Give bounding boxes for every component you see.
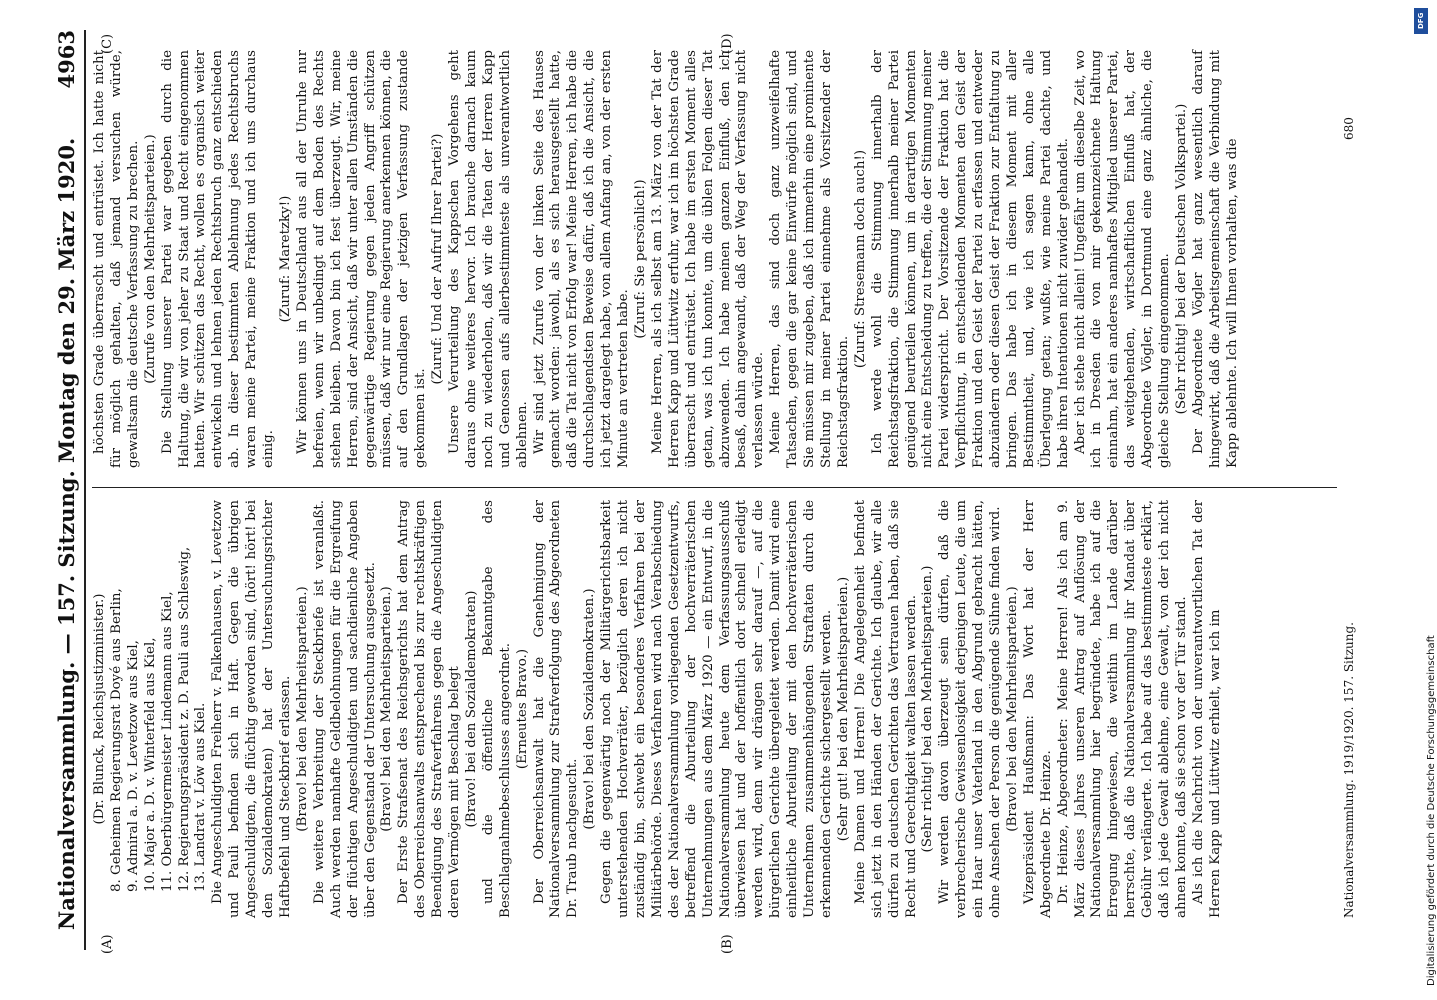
- running-header: [50, 30, 86, 950]
- interjection: (Sehr richtig! bei der Deutschen Volkspartei.): [1174, 103, 1189, 415]
- list-item: 9. Admiral a. D. v. Levetzow aus Kiel,: [125, 640, 141, 892]
- paragraph: Der Erste Strafsenat des Reichsgerichts hat dem Antrag des Oberreichsanwalts entsprechend bis zur rechtskräftigen Beendigung des Strafverfahrens gegen die Angeschuldigten deren Vermögen mit Beschlag belegt: [396, 500, 463, 918]
- margin-mark-c: (C): [100, 33, 115, 54]
- interjection: (Bravo! bei den Mehrheitsparteien.): [379, 586, 395, 832]
- right-text-column: [92, 50, 1337, 468]
- digitization-credit: [1404, 6, 1437, 994]
- list-item: 8. Geheimen Regierungsrat Doyé aus Berlin,: [108, 588, 124, 892]
- paragraph: Aber ich stehe nicht allein! Ungefähr um dieselbe Zeit, wo ich in Dresden die von mir gekennzeichnete Haltung einnahm, hat ein anderes namhaftes Mitglied unserer Partei, das weitgehenden, wirtschaftlichen Einfluß hat, der Abgeordnete Vögler, in Dortmund eine ganz ähnliche, die gleiche Stellung eingenommen.: [1072, 50, 1173, 468]
- interjection: (Sehr gut! bei den Mehrheitsparteien.): [835, 576, 851, 842]
- interjection: (Bravo! bei den Mehrheitsparteien.): [1004, 586, 1020, 832]
- margin-mark-b: (B): [720, 934, 735, 954]
- interjection: (Bravo! bei den Mehrheitsparteien.): [294, 586, 310, 832]
- paragraph: Die weitere Verbreitung der Steckbriefe ist veranlaßt. Auch werden namhafte Geldbelohnungen für die Ergreifung der flüchtigen Angeschuldigten und sachdienliche Angaben über den Gegenstand der Untersuchung ausgesetzt.: [311, 500, 378, 918]
- list-item: 12. Regierungspräsident z. D. Pauli aus Schleswig,: [176, 546, 192, 892]
- paragraph: Wir sind jetzt Zurufe von der linken Seite des Hauses gemacht worden: jawohl, als es sich herausgestellt hatte, daß die Tat nicht von Erfolg war! Meine Herren, ich habe die durchschlagendsten Beweise dafür, daß ich die Ansicht, die ich jetzt dargelegt habe, von allem Anfang an, von der ersten Minute an vertreten habe.: [531, 50, 632, 468]
- paragraph: Dr. Heinze, Abgeordneter: Meine Herren! Als ich am 9. März dieses Jahres unseren Antrag auf Auflösung der Nationalversammlung hier begründete, habe ich auf die Erregung hingewiesen, die weithin im Lande darüber herrschte, daß die Nationalversammlung ihr Mandat über Gebühr verlängerte. Ich habe auf das bestimmteste erklärt, daß ich jede Gewalt ablehne, eine Gewalt, von der ich nicht ahnen konnte, daß sie schon vor der Tür stand.: [1055, 500, 1189, 918]
- paragraph: Die Angeschuldigten Freiherr v. Falkenhausen, v. Levetzow und Pauli befinden sich in Haft. Gegen die übrigen Angeschuldigten, die flüchtig geworden sind, (hört! hört! bei den Sozialdemokraten) hat der Untersuchungsrichter Haftbefehl und Steckbrief erlassen.: [210, 500, 293, 918]
- left-text-column: [92, 500, 1337, 918]
- list-item: 10. Major a. D. v. Winterfeld aus Kiel,: [142, 637, 158, 892]
- paragraph: Der Abgeordnete Vögler hat ganz wesentlich darauf hingewirkt, daß die Arbeitsgemeinschaft die Verbindung mit Kapp ablehnte. Ich will Ihnen vorhalten, was die: [1190, 50, 1240, 468]
- interjection: (Zuruf: Und der Aufruf Ihrer Partei?): [430, 133, 446, 385]
- interjection: (Sehr richtig! bei den Mehrheitsparteien.): [920, 565, 936, 853]
- paragraph: Wir werden davon überzeugt sein dürfen, daß die verbrecherische Gewissenlosigkeit derjenigen Leute, die um ein Haar unser Vaterland in den Abgrund gebracht hätten, ohne Ansehen der Person die genügende Sühne finden wird.: [937, 500, 1004, 918]
- margin-mark-d: (D): [720, 33, 735, 54]
- interjection: (Zuruf: Maretzky!): [277, 195, 293, 323]
- running-head-title: Nationalversammlung. — 157. Sitzung. Montag den 29. März 1920.: [54, 137, 79, 930]
- page-footer: Nationalversammlung. 1919/1920. 157. Sitzung.: [1342, 622, 1356, 918]
- interjection: (Dr. Blunck, Reichsjustizminister.): [92, 593, 107, 825]
- paragraph: höchsten Grade überrascht und entrüstet. Ich hatte nicht für möglich gehalten, daß jemand versuchen würde, gewaltsam die deutsche Verfassung zu brechen.: [92, 50, 141, 468]
- interjection: (Bravo! bei den Sozialdemokraten): [463, 590, 479, 828]
- dfg-logo-icon: DFG: [1414, 8, 1428, 34]
- paragraph: Meine Herren, als ich selbst am 13. März von der Tat der Herren Kapp und Lüttwitz erfuhr, war ich im höchsten Grade überrascht und entrüstet. Ich habe im ersten Moment alles getan, was ich tun konnte, um die üblen Folgen dieser Tat abzuwenden. Ich habe meinen ganzen Einfluß, den ich besaß, dahin angewandt, daß der Weg der Verfassung nicht verlassen würde.: [649, 50, 767, 468]
- paragraph: Ich werde wohl die Stimmung innerhalb der Reichstagsfraktion, die Stimmung innerhalb meiner Partei genügend beurteilen können, um in derartigen Momenten nicht eine Entscheidung zu treffen, die der Stimmung meiner Partei widerspricht. Der Vorsitzende der Fraktion hat die Verpflichtung, in entscheidenden Momenten den Geist der Fraktion und den Geist der Partei zu erfassen und entweder abzuändern oder diesen Geist der Fraktion zur Entfaltung zu bringen. Das habe ich in diesem Moment mit aller Bestimmtheit, und, wie ich sagen kann, ohne alle Überlegung getan; wußte, wie meine Partei dachte, und habe ihren Intentionen nicht zuwider gehandelt.: [869, 50, 1071, 468]
- interjection: (Zuruf: Sie persönlich!): [633, 179, 648, 339]
- paragraph: Die Stellung unserer Partei war gegeben durch die Haltung, die wir von jeher zu Staat und Recht eingenommen hatten. Wir schützen das Recht, wollen es organisch weiter entwickeln und lehnen jeden Rechtsbruch ganz entschieden ab. In dieser bestimmten Ablehnung jedes Rechtsbruchs waren meine Partei, meine Fraktion und ich uns durchaus einig.: [159, 50, 277, 468]
- page-number: 4963: [54, 30, 79, 89]
- interjection: (Bravo! bei den Sozialdemokraten.): [582, 588, 598, 830]
- credit-text: Digitalisierung gefördert durch die Deutsche Forschungsgemeinschaft: [1426, 635, 1437, 986]
- paragraph: Meine Damen und Herren! Die Angelegenheit befindet sich jetzt in den Händen der Gerichte. Ich glaube, wir alle dürfen zu deutschen Gerichten das Vertrauen haben, daß sie Recht und Gerechtigkeit walten lassen werden.: [852, 500, 919, 918]
- sheet-number: 680: [1342, 117, 1356, 140]
- column-divider: [92, 487, 1337, 488]
- paragraph: Der Oberreichsanwalt hat die Genehmigung der Nationalversammlung zur Strafverfolgung des Abgeordneten Dr. Traub nachgesucht.: [531, 500, 581, 918]
- interjection: (Erneutes Bravo.): [514, 648, 530, 770]
- paragraph: und die öffentliche Bekanntgabe des Beschlagnahmebeschlusses angeordnet.: [480, 500, 513, 918]
- interjection: (Zuruf: Stresemann doch auch!): [852, 149, 868, 369]
- paragraph: Meine Herren, das sind doch ganz unzweifelhafte Tatsachen, gegen die gar keine Einwürfe möglich sind, und Sie müssen mir zugeben, daß ich immerhin eine prominente Stellung in meiner Partei einnehme als Vorsitzender der Reichstagsfraktion.: [768, 50, 851, 468]
- interjection: (Zurufe von den Mehrheitsparteien.): [142, 134, 158, 384]
- paragraph: Unsere Verurteilung des Kappschen Vorgehens geht daraus ohne weiteres hervor. Ich brauche darnach kaum noch zu wiederholen, daß wir die Taten der Herren Kapp und Genossen aufs allerbestimmteste als unverantwortlich ablehnen.: [447, 50, 530, 468]
- paragraph: Gegen die gegenwärtig noch der Militärgerichtsbarkeit unterstehenden Hochverräter, bezüglich deren ich nicht zuständig bin, schwebt ein besonderes Verfahren bei der Militärbehörde. Dieses Verfahren wird nach Verabschiedung des der Nationalversammlung vorliegenden Gesetzentwurfs, betreffend die Aburteilung der hochverräterischen Unternehmungen aus dem März 1920 — ein Entwurf, in die Nationalversammlung heute dem Verfassungsausschuß überwiesen hat und der hoffentlich dort schnell erledigt werden wird, denn wir drängen sehr darauf —, auf die bürgerlichen Gerichte übergeleitet werden. Damit wird eine einheitliche Aburteilung der mit den hochverräterischen Unternehmen zusammenhängenden Straftaten durch die erkennenden Gerichte sichergestellt werden.: [599, 500, 834, 918]
- list-item: 11. Oberbürgermeister Lindemann aus Kiel,: [159, 591, 175, 892]
- paragraph: Vizepräsident Haußmann: Das Wort hat der Herr Abgeordnete Dr. Heinze.: [1021, 500, 1054, 918]
- rotated-page: [40, 20, 1380, 960]
- margin-mark-a: (A): [100, 934, 115, 954]
- list-item: 13. Landrat v. Löw aus Kiel.: [193, 702, 209, 892]
- paragraph: Als ich die Nachricht von der unverantwortlichen Tat der Herren Kapp und Lüttwitz erhielt, war ich im: [1190, 500, 1223, 918]
- paragraph: Wir können uns in Deutschland aus all der Unruhe nur befreien, wenn wir unbedingt auf dem Boden des Rechts stehen bleiben. Davon bin ich fest überzeugt. Wir, meine Herren, sind der Ansicht, daß wir unter allen Umständen die gegenwärtige Regierung gegen jeden Angriff schützen müssen, daß wir nur eine Regierung anerkennen können, die auf den Grundlagen der jetzigen Verfassung zustande gekommen ist.: [294, 50, 429, 468]
